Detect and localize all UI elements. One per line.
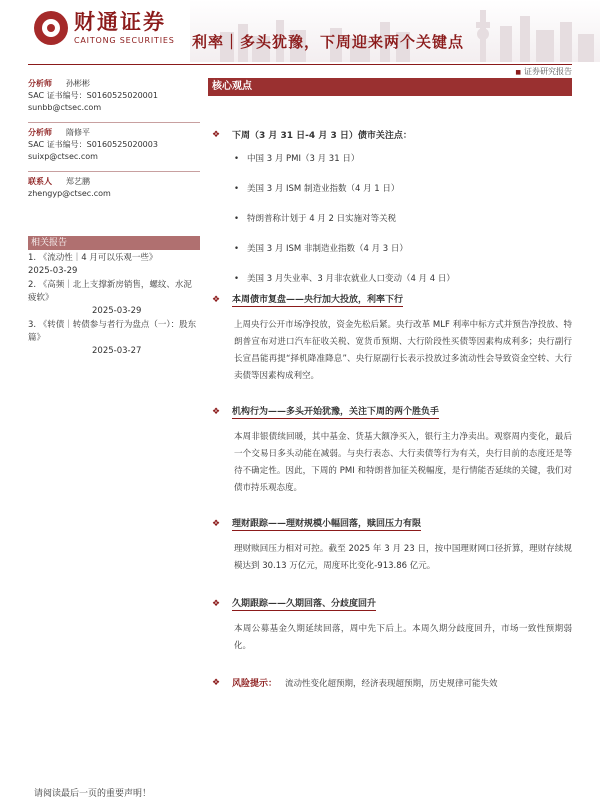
analyst-name: 隋修平 [66,128,90,137]
focus-heading: 下周（3 月 31 日-4 月 3 日）债市关注点： [232,131,412,141]
diamond-bullet-icon: ❖ [212,294,221,305]
focus-item: • 美国 3 月失业率、3 月非农就业人口变动（4 月 4 日） [234,273,572,285]
report-header [0,0,600,62]
section-title: 机构行为——多头开始犹豫，关注下周的两个胜负手 [232,404,439,419]
analyst-card [28,74,200,122]
contact-name: 郑艺鹏 [66,177,90,186]
related-report-item[interactable] [28,252,200,278]
disclaimer-note: 请阅读最后一页的重要声明！ [34,789,152,799]
analyst-name: 孙彬彬 [66,79,90,88]
focus-item: • 美国 3 月 ISM 非制造业指数（4 月 3 日） [234,243,572,255]
risk-label: 风险提示： [232,679,278,689]
related-report-date: 2025-03-29 [92,306,142,316]
related-report-item[interactable] [28,279,200,318]
header-divider [28,64,572,65]
risk-text: 流动性变化超预期，经济表现超预期，历史规律可能失效 [285,678,498,689]
logo-chinese-name: 财通证券 [74,10,166,34]
diamond-bullet-icon: ❖ [212,406,221,417]
focus-list [234,153,572,285]
analyst-email[interactable]: suixp@ctsec.com [28,152,98,161]
focus-section [212,128,572,303]
contact-card [28,171,200,208]
diamond-bullet-icon: ❖ [212,677,221,688]
analyst-sac: SAC 证书编号：S0160525020001 [28,91,158,100]
section-title: 理财跟踪——理财规模小幅回落，赎回压力有限 [232,516,421,531]
section-title: 本周债市复盘——央行加大投放，利率下行 [232,292,403,307]
risk-section [212,676,572,689]
market-review-section [212,292,572,385]
analyst-sac: SAC 证书编号：S0160525020003 [28,140,158,149]
company-logo [34,10,175,45]
focus-item: • 美国 3 月 ISM 制造业指数（4 月 1 日） [234,183,572,195]
logo-english-name: CAITONG SECURITIES [74,36,175,45]
related-reports-list [28,252,200,359]
related-report-title: 3. 《转债｜转债参与者行为盘点（一）：股东篇》 [28,320,197,343]
section-body: 理财赎回压力相对可控。截至 2025 年 3 月 23 日，按中国理财网口径折算，理财存续规模达到 30.13 万亿元，周度环比变化-913.86 亿元。 [234,544,572,571]
analyst-panel [28,74,200,208]
related-report-title: 1. 《流动性｜4 月可以乐观一些》 [28,253,158,263]
section-body: 上周央行公开市场净投放，资金先松后紧。央行改革 MLF 利率中标方式并预告净投放、特朗普宣布对进口汽车征收关税、宽货币预期、大行阶段性买债等因素构成利多；央行副行长宣昌能再提“择机降准降息”、央行原副行长表示投放过多流动性会导致资金空转、大行卖债等因素构成利空。 [234,320,572,381]
contact-email[interactable]: zhengyp@ctsec.com [28,189,111,198]
analyst-card [28,122,200,171]
section-body: 本周非银债续回暖，其中基金、货基大额净买入，银行主力净卖出。观察周内变化，最后一个交易日多头动能在减弱。与央行表态、大行卖债等行为有关，央行目前的态度还是等待不确定性。因此，下周的 PMI 和特朗普加征关税幅度，是行情能否延续的关键，我们对债市持乐观态度。 [234,432,572,493]
analyst-role: 分析师 [28,79,52,88]
core-views-title: 核心观点 [208,78,572,96]
institution-behavior-section [212,404,572,497]
related-report-date: 2025-03-27 [92,346,142,356]
report-headline: 利率｜多头犹豫，下周迎来两个关键点 [192,33,465,51]
duration-tracking-section [212,596,572,655]
related-reports-title: 相关报告 [28,236,200,250]
diamond-bullet-icon: ❖ [212,129,221,140]
focus-item: • 中国 3 月 PMI（3 月 31 日） [234,153,572,165]
diamond-bullet-icon: ❖ [212,518,221,529]
related-report-date: 2025-03-29 [28,266,78,276]
focus-item: • 特朗普称计划于 4 月 2 日实施对等关税 [234,213,572,225]
contact-role: 联系人 [28,177,52,186]
logo-mark-icon [34,11,68,45]
related-report-item[interactable] [28,319,200,358]
analyst-email[interactable]: sunbb@ctsec.com [28,103,102,112]
related-report-title: 2. 《高频｜北上支撑新房销售，螺纹、水泥疲软》 [28,280,192,303]
report-type-label: ■ 证券研究报告 [515,66,572,77]
section-title: 久期跟踪——久期回落、分歧度回升 [232,596,376,611]
analyst-role: 分析师 [28,128,52,137]
section-body: 本周公募基金久期延续回落，周中先下后上。本周久期分歧度回升，市场一致性预期弱化。 [234,624,572,651]
diamond-bullet-icon: ❖ [212,598,221,609]
wealth-tracking-section [212,516,572,575]
